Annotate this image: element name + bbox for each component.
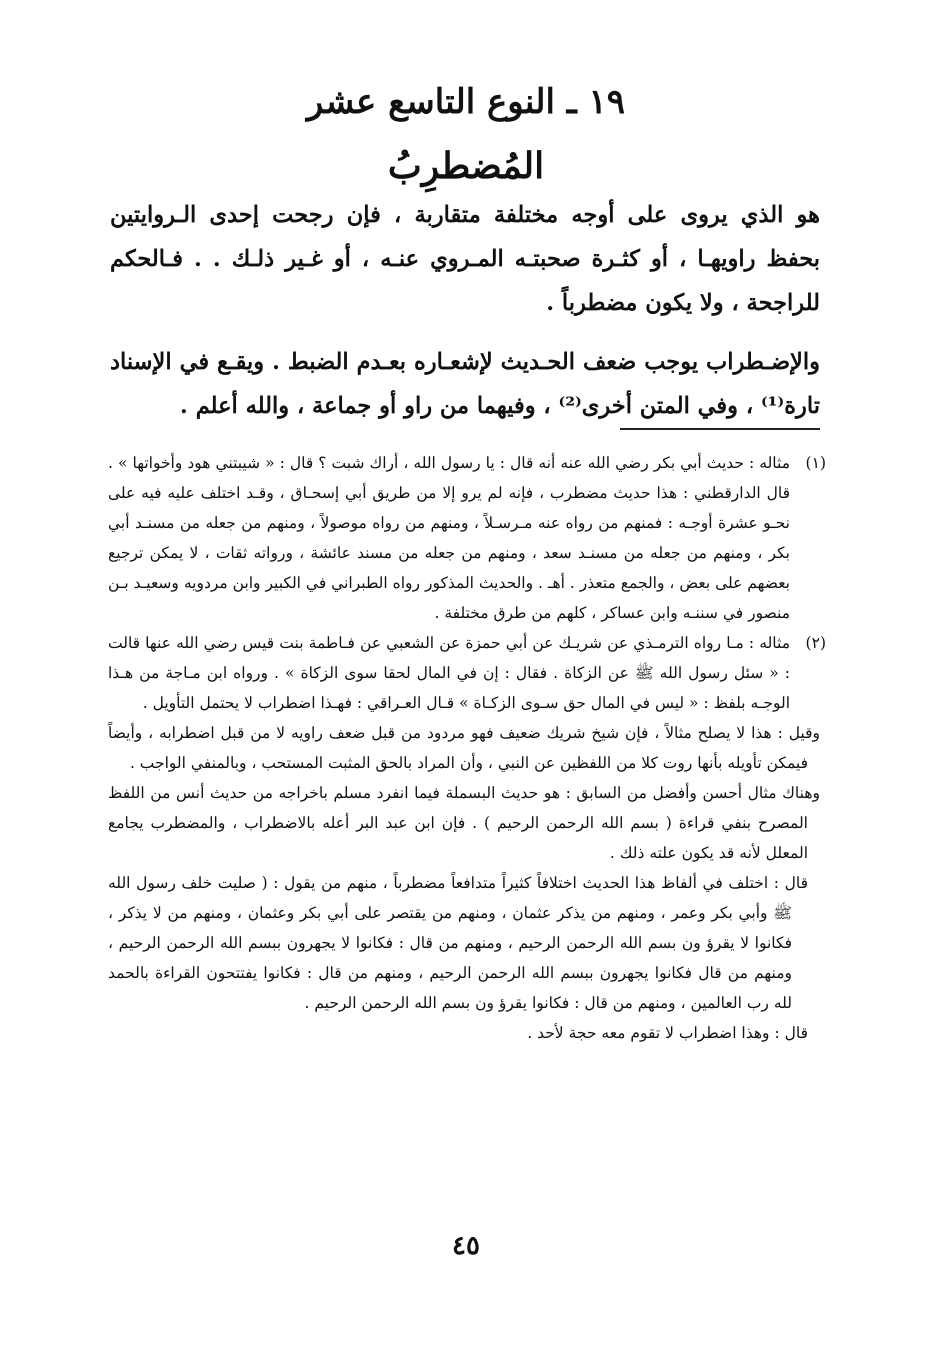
footnote-paragraph: وقيل : هذا لا يصلح مثالاً ، فإن شيخ شريك ضعيف فهو مردود من قبل ضعف راويه لا من قبل اضطرابه ، وأيضاً فيمكن تأويله بأنها روت كلا من اللفظين عن النبي ، وأن المراد بالحق المثبت المستحب ، وبالمنفي الواجب .: [108, 724, 820, 772]
footnote: [108, 448, 826, 628]
footnote-paragraph: قال : اختلف في ألفاظ هذا الحديث اختلافاً كثيراً متدافعاً مضطرباً ، منهم من يقول : ( صليت خلف رسول الله ﷺ وأبي بكر وعمر ، ومنهم من يذكر عثمان ، ومنهم من يقتصر على أبي بكر وعثمان ، ومنهم من لا يذكر ، فكانوا لا يقرؤ ون بسم الله الرحمن الرحيم ، ومنهم من قال : فكانوا لا يجهرون ببسم الله الرحمن الرحيم ، ومنهم من قال فكانوا يجهرون ببسم الله الرحمن الرحيم ، ومنهم من قال : فكانوا يفتتحون القراءة بالحمد لله رب العالمين ، ومنهم من قال : فكانوا يقرؤ ون بسم الله الرحمن الرحيم .: [108, 874, 808, 1012]
chapter-title: ١٩ ـ النوع التاسع عشر: [306, 82, 626, 122]
footnote-paragraph: وهناك مثال أحسن وأفضل من السابق : هو حديث البسملة فيما انفرد مسلم باخراجه من حديث أنس من اللفظ المصرح بنفي قراءة ( بسم الله الرحمن الرحيم ) . فإن ابن عبد البر أعله بالاضطراب ، والمضطرب يجامع المعلل لأنه قد يكون علته ذلك .: [108, 784, 820, 862]
footnote-divider: [620, 428, 820, 430]
footnote-paragraph: قال : وهذا اضطراب لا تقوم معه حجة لأحد .: [527, 1024, 808, 1042]
body-paragraph: هو الذي يروى على أوجه مختلفة متقاربة ، فإن رجحت إحدى الـروايتين بحفظ راويهـا ، أو كثـرة صحبتـه المـروي عنـه ، أو غـير ذلـك . . فـالحكم للراجحة ، ولا يكون مضطرباً .: [110, 202, 820, 316]
footnote-marker: (٢): [805, 634, 826, 652]
body-paragraph: والإضـطراب يوجب ضعف الحـديث لإشعـاره بعـدم الضبط . ويقـع في الإسناد تارة⁽¹⁾ ، وفي المتن أخرى⁽²⁾ ، وفيهما من راو أو جماعة ، والله أعلم .: [110, 349, 820, 419]
footnote-text: مثاله : حديث أبي بكر رضي الله عنه أنه قال : يا رسول الله ، أراك شبت ؟ قال : « شيبتني هود وأخواتها » . قال الدارقطني : هذا حديث مضطرب ، فإنه لم يرو إلا من طريق أبي إسحـاق ، وقـد اختلف عليه فيه على نحـو عشرة أوجـه : فمنهم من رواه عنه مـرسـلاً ، ومنهم من رواه موصولاً ، ومنهم من جعله من مسنـد أبي بكر ، ومنهم من جعله من مسنـد سعد ، ومنهم من جعله من مسند عائشة ، ورواته ثقات ، لا يمكن ترجيع بعضهم على بعض ، والجمع متعذر . أهـ . والحديث المذكور رواه الطبراني في الكبير وابن مردويه وسعيـد بـن منصور في سننـه وابن عساكر ، كلهم من طرق مختلفة .: [108, 454, 790, 622]
page-number: ٤٥: [452, 1231, 480, 1261]
footnotes-section: [108, 448, 826, 1048]
footnote: [108, 628, 826, 1048]
footnote-marker: (١): [805, 454, 826, 472]
footnote-text: مثاله : مـا رواه الترمـذي عن شريـك عن أبي حمزة عن الشعبي عن فـاطمة بنت قيس رضي الله عنها قالت : « سئل رسول الله ﷺ عن الزكاة . فقال : إن في المال لحقا سوى الزكاة » . ورواه ابن مـاجة من هـذا الوجـه بلفظ : « ليس في المال حق سـوى الزكـاة » قـال العـراقي : فهـذا اضطراب لا يحتمل التأويل .: [108, 634, 790, 712]
chapter-subtitle: المُضطرِبُ: [387, 145, 545, 187]
